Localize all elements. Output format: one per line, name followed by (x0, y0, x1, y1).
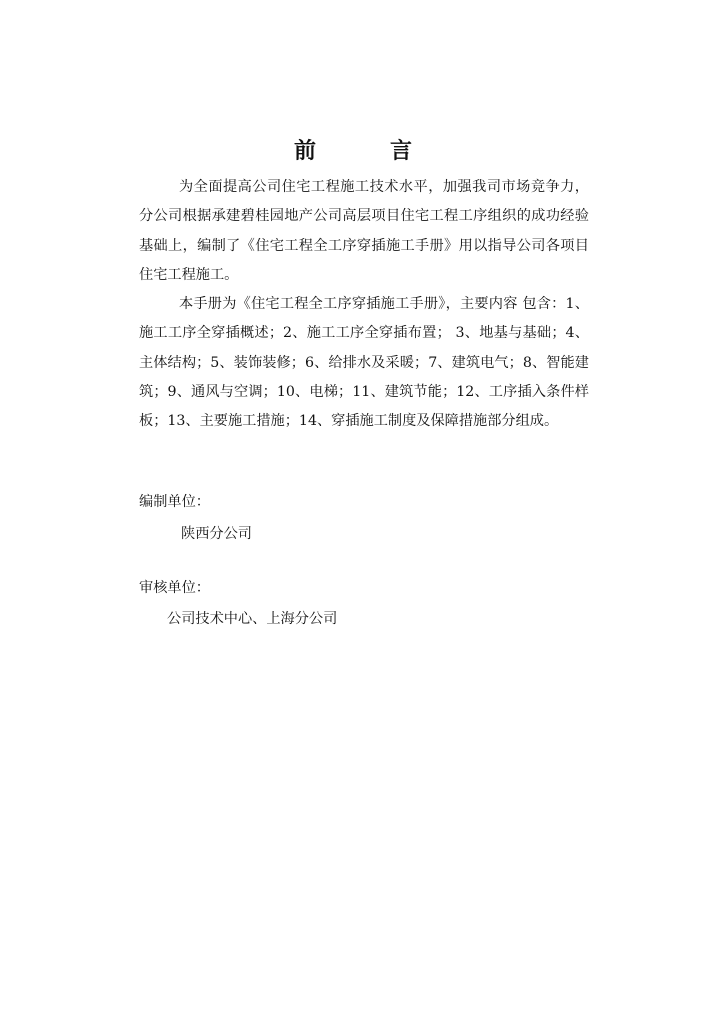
compiler-label: 编制单位： (139, 494, 210, 510)
contents-paragraph: 本手册为《住宅工程全工序穿插施工手册》，主要内容 包含：1、施工工序全穿插概述；2、施工工序全穿插布置； 3、地基与基础；4、主体结构；5、装饰装修；6、给排水及采暖；7、建筑电气；8、智能建筑；9、通风与空调；10、电梯；11、建筑节能；12、工序插入条件样板；13、主要施工措施；14、穿插施工制度及保障措施部分组成。 (139, 296, 589, 430)
intro-paragraph: 为全面提高公司住宅工程施工技术水平，加强我司市场竞争力，分公司根据承建碧桂园地产公司高层项目住宅工程工序组织的成功经验基础上，编制了《住宅工程全工序穿插施工手册》用以指导公司各项目住宅工程施工。 (139, 179, 589, 283)
reviewer-label: 审核单位： (139, 580, 210, 596)
reviewer-value: 公司技术中心、上海分公司 (167, 611, 338, 627)
compiler-value: 陕西分公司 (181, 526, 252, 542)
page-title: 前 言 (293, 138, 438, 164)
